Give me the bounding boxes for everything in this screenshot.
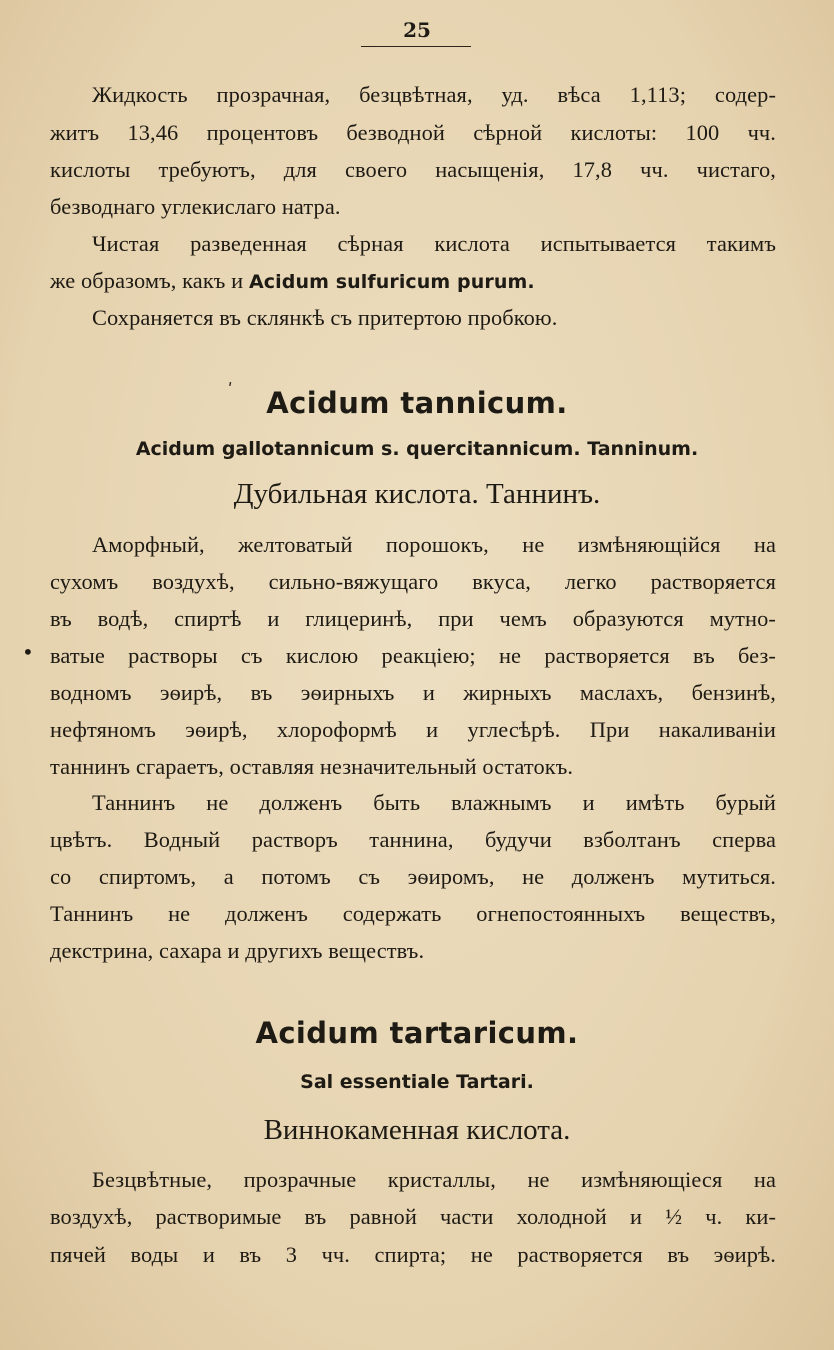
section-russian-title: Дубильная кислота. Таннинъ. [233,478,601,510]
page-number-rule [361,46,471,47]
text-line: Чистая разведенная сѣрная кислота испытывается такимъ [92,231,776,256]
text-line: въ водѣ, спиртѣ и глицеринѣ, при чемъ образуются мутно- [50,606,776,631]
text-span: же образомъ, какъ и [50,268,244,293]
section-synonyms: Acidum gallotannicum s. quercitannicum. Tanninum. [135,438,699,460]
text-line: Жидкость прозрачная, безцвѣтная, уд. вѣса 1,113; содер- [92,82,776,107]
section-title: Acidum tannicum. [266,386,568,420]
page-number: 25 [403,18,431,42]
section-title: Acidum tartaricum. [255,1016,579,1050]
text-line: сухомъ воздухѣ, сильно-вяжущаго вкуса, легко растворяется [50,569,776,594]
text-line: нефтяномъ эѳирѣ, хлороформѣ и углесѣрѣ. При накаливаніи [50,717,776,742]
ink-dot-mark: • [22,640,34,664]
text-line: Безцвѣтные, прозрачные кристаллы, не измѣняющіеся на [92,1167,776,1192]
text-line: безводнаго углекислаго натра. [50,194,341,219]
text-line: кислоты требуютъ, для своего насыщенія, 17,8 чч. чистаго, [50,157,776,182]
text-line: Таннинъ не долженъ содержать огнепостоянныхъ веществъ, [50,901,776,926]
text-line: Аморфный, желтоватый порошокъ, не измѣняющійся на [92,532,776,557]
latin-term: Acidum sulfuricum purum. [248,271,535,293]
text-line: цвѣтъ. Водный растворъ таннина, будучи взболтанъ сперва [50,827,776,852]
text-line [50,264,776,298]
text-line: ватые растворы съ кислою реакціею; не растворяется въ без- [50,643,776,668]
text-line: таннинъ сгараетъ, оставляя незначительный остатокъ. [50,754,574,779]
text-line: Сохраняется въ склянкѣ съ притертою пробкою. [92,305,558,330]
text-line: воздухѣ, растворимые въ равной части холодной и ½ ч. ки- [50,1204,776,1229]
text-line: пячей воды и въ 3 чч. спирта; не растворяется въ эѳирѣ. [50,1242,776,1267]
ink-tick-mark: ʹ [228,380,233,399]
text-line: водномъ эѳирѣ, въ эѳирныхъ и жирныхъ маслахъ, бензинѣ, [50,680,776,705]
text-line: декстрина, сахара и другихъ веществъ. [50,938,425,963]
text-line: Таннинъ не долженъ быть влажнымъ и имѣть бурый [92,790,776,815]
section-synonyms: Sal essentiale Tartari. [300,1071,534,1093]
section-russian-title: Виннокаменная кислота. [263,1114,571,1146]
text-line: со спиртомъ, а потомъ съ эѳиромъ, не долженъ мутиться. [50,864,776,889]
text-line: житъ 13,46 процентовъ безводной сѣрной кислоты: 100 чч. [50,120,776,145]
